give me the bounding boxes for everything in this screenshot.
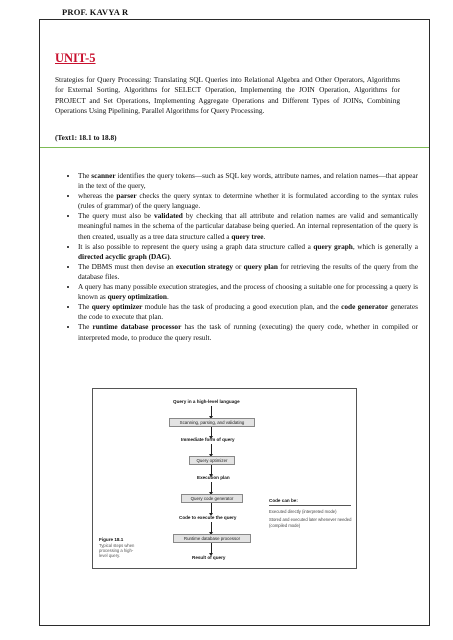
bullet-item: • The query optimizer module has the task of producing a good execution plan, and the code generator generates the code to execute that plan. [78,302,418,322]
author-header: PROF. KAVYA R [62,7,129,17]
scanning-box: Scanning, parsing, and validating [169,418,255,427]
runtime-processor-box: Runtime database processor [173,534,251,543]
figure-caption-title: Figure 18.1 [99,537,124,542]
arrow-icon [211,543,212,553]
bullet-item: • The scanner identifies the query tokens—such as SQL key words, attribute names, and relation names—that appear in the text of the query, [78,171,418,191]
arrow-icon [211,406,212,416]
figure-top-label: Query in a high-level language [173,399,240,404]
unit-title: UNIT-5 [55,51,96,65]
query-processing-figure [92,388,357,569]
bullet-item: • It is also possible to represent the query using a graph data structure called a query graph, which is generally a directed acyclic graph (DAG). [78,242,418,262]
bullet-item: • A query has many possible execution strategies, and the process of choosing a suitable one for processing a query is known as query optimization. [78,282,418,302]
bullet-item: • The DBMS must then devise an execution strategy or query plan for retrieving the results of the query from the database files. [78,262,418,282]
section-divider [40,147,429,148]
arrow-icon [211,444,212,454]
arrow-icon [211,427,212,436]
text-reference: (Text1: 18.1 to 18.8) [55,133,117,142]
interpreted-mode-note: Executed directly (interpreted mode) [269,509,337,514]
query-optimizer-box: Query optimizer [189,456,235,465]
intermediate-form-label: Immediate form of query [181,437,235,442]
compiled-mode-note: Stored and executed later whenever needed (compiled mode) [269,517,352,528]
arrow-icon [211,522,212,532]
figure-caption-body: Typical steps when processing a high-level query. [99,543,135,559]
arrow-icon [211,482,212,492]
execution-plan-label: Execution plan [197,475,230,480]
syllabus-text: Strategies for Query Processing: Translating SQL Queries into Relational Algebra and Other Operators, Algorithms for External Sorting, Algorithms for SELECT Operation, Implementing the JOIN Operation, Algorithms for PROJECT and Set Operations, Implementing Aggregate Operations and Different Types of JOINs, Combining Operations Using Pipelining, Parallel Algorithms for Query Processing. [55,75,400,116]
code-can-be-label: Code can be: [269,498,298,503]
bullet-list [61,171,418,343]
code-to-execute-label: Code to execute the query [179,515,237,520]
bullet-item: • The query must also be validated by checking that all attribute and relation names are valid and semantically meaningful names in the schema of the particular database being queried. An internal representation of the query is then created, usually as a tree data structure called a query tree. [78,211,418,241]
arrow-icon [211,503,212,513]
code-generator-box: Query code generator [181,494,243,503]
arrow-icon [211,465,212,474]
side-divider [269,505,351,506]
result-label: Result of query [192,555,226,560]
bullet-item: • The runtime database processor has the task of running (executing) the query code, whether in compiled or interpreted mode, to produce the query result. [78,322,418,342]
bullet-item: • whereas the parser checks the query syntax to determine whether it is formulated according to the syntax rules (rules of grammar) of the query language. [78,191,418,211]
